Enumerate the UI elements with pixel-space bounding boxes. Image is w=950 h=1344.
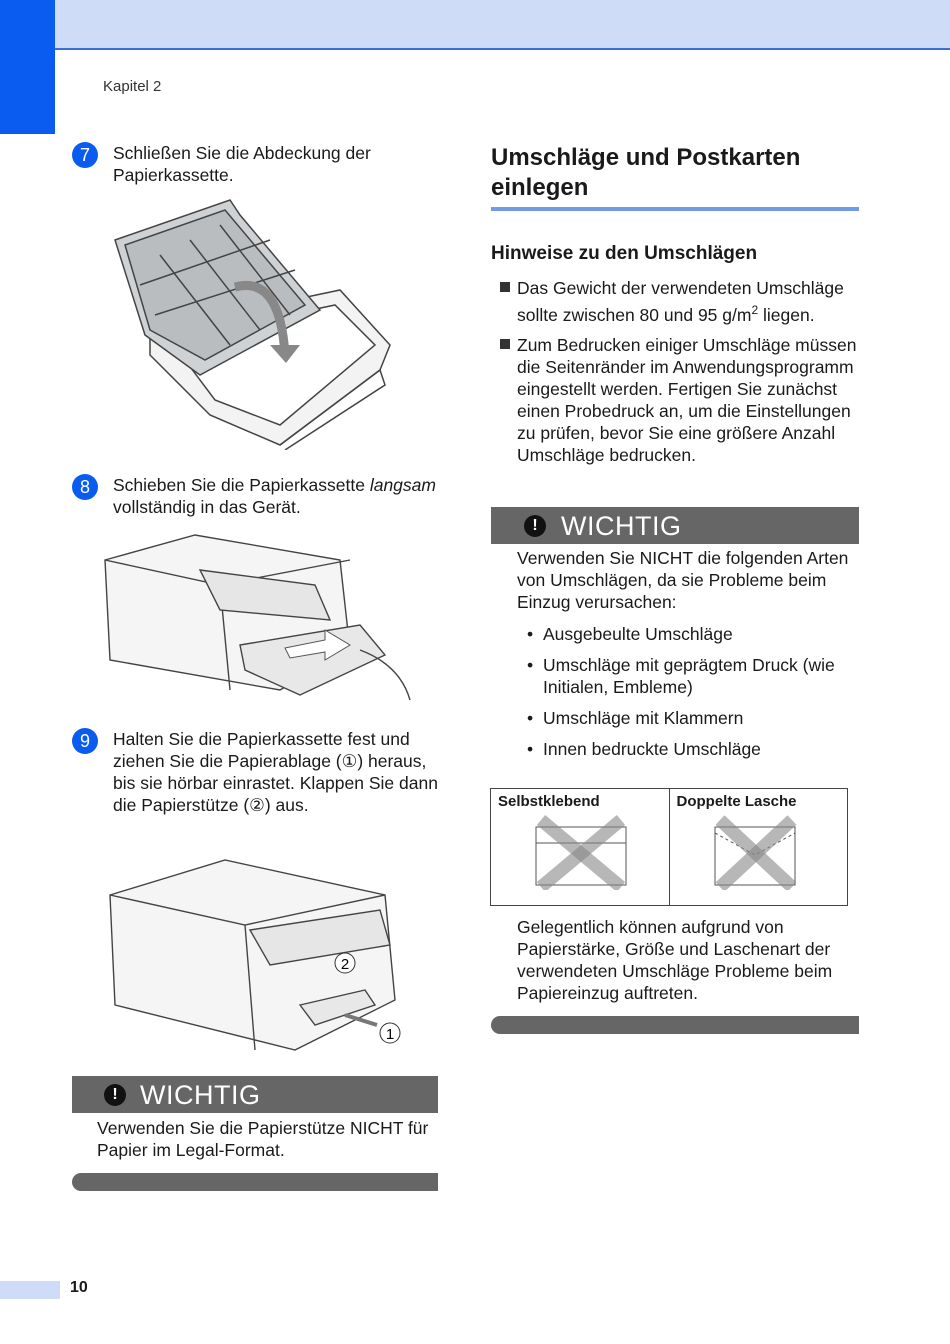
list-item: • Umschläge mit geprägtem Druck (wie Initialen, Embleme)	[527, 655, 835, 697]
step-text: Schließen Sie die Abdeckung der Papierkassette.	[113, 143, 371, 185]
warning-icon: !	[524, 515, 546, 537]
envelope-crossed-icon	[531, 815, 631, 890]
list-item: • Ausgebeulte Umschläge	[527, 624, 733, 644]
paper-tray-cover-illustration	[110, 195, 400, 450]
step-text: Schieben Sie die Papierkassette langsam vollständig in das Gerät.	[113, 475, 436, 517]
warning-text-left: Verwenden Sie die Papierstütze NICHT für Papier im Legal-Format.	[97, 1118, 429, 1160]
warning-note: Gelegentlich können aufgrund von Papierstärke, Größe und Laschenart der verwendeten Umschläge Probleme beim Papiereinzug auftreten.	[517, 917, 833, 1003]
list-item: • Innen bedruckte Umschläge	[527, 739, 761, 759]
chapter-label: Kapitel 2	[103, 78, 162, 95]
list-item: Das Gewicht der verwendeten Umschläge sollte zwischen 80 und 95 $g/m^2$ liegen.	[498, 277, 868, 326]
notes-list	[498, 277, 868, 474]
warning-end-bar	[491, 1016, 859, 1034]
warning-label: WICHTIG	[561, 511, 682, 541]
list-item: Zum Bedrucken einiger Umschläge müssen die Seitenränder im Anwendungsprogramm eingestellt werden. Fertigen Sie zunächst einen Probedruck an, um die Einstellungen zu prüfen, bevor Sie eine größere Anzahl Umschläge bedrucken.	[498, 334, 868, 466]
column-header: Selbstklebend	[498, 793, 600, 810]
insert-tray-illustration	[100, 530, 415, 705]
section-subtitle: Hinweise zu den Umschlägen	[491, 243, 758, 264]
envelope-table	[490, 788, 848, 906]
warning-header-right	[491, 507, 859, 544]
section-rule	[491, 207, 859, 211]
step-number: 8	[72, 474, 98, 500]
list-item: • Umschläge mit Klammern	[527, 708, 744, 728]
warning-icon: !	[104, 1084, 126, 1106]
warning-label: WICHTIG	[140, 1080, 261, 1110]
header-band	[0, 0, 950, 50]
warning-header-left	[72, 1076, 438, 1113]
warning-end-bar	[72, 1173, 438, 1191]
column-header: Doppelte Lasche	[676, 793, 797, 810]
callout-1: 1	[385, 1026, 395, 1043]
output-tray-illustration	[105, 855, 405, 1055]
envelope-warning-list	[527, 623, 857, 769]
page-tab	[0, 1281, 60, 1299]
step-number: 9	[72, 728, 98, 754]
page-number: 10	[70, 1279, 88, 1296]
table-cell	[669, 789, 848, 906]
step-text: Halten Sie die Papierkassette fest und ziehen Sie die Papierablage (①) heraus, bis sie hörbar einrastet. Klappen Sie dann die Papierstütze (②) aus.	[113, 729, 438, 815]
step-number: 7	[72, 142, 98, 168]
chapter-tab	[0, 0, 55, 134]
envelope-crossed-icon	[710, 815, 810, 890]
callout-2: 2	[340, 956, 350, 973]
section-title: Umschläge und Postkarten einlegen	[491, 144, 801, 201]
table-cell	[491, 789, 670, 906]
warning-intro: Verwenden Sie NICHT die folgenden Arten von Umschlägen, da sie Probleme beim Einzug verursachen:	[517, 548, 849, 612]
